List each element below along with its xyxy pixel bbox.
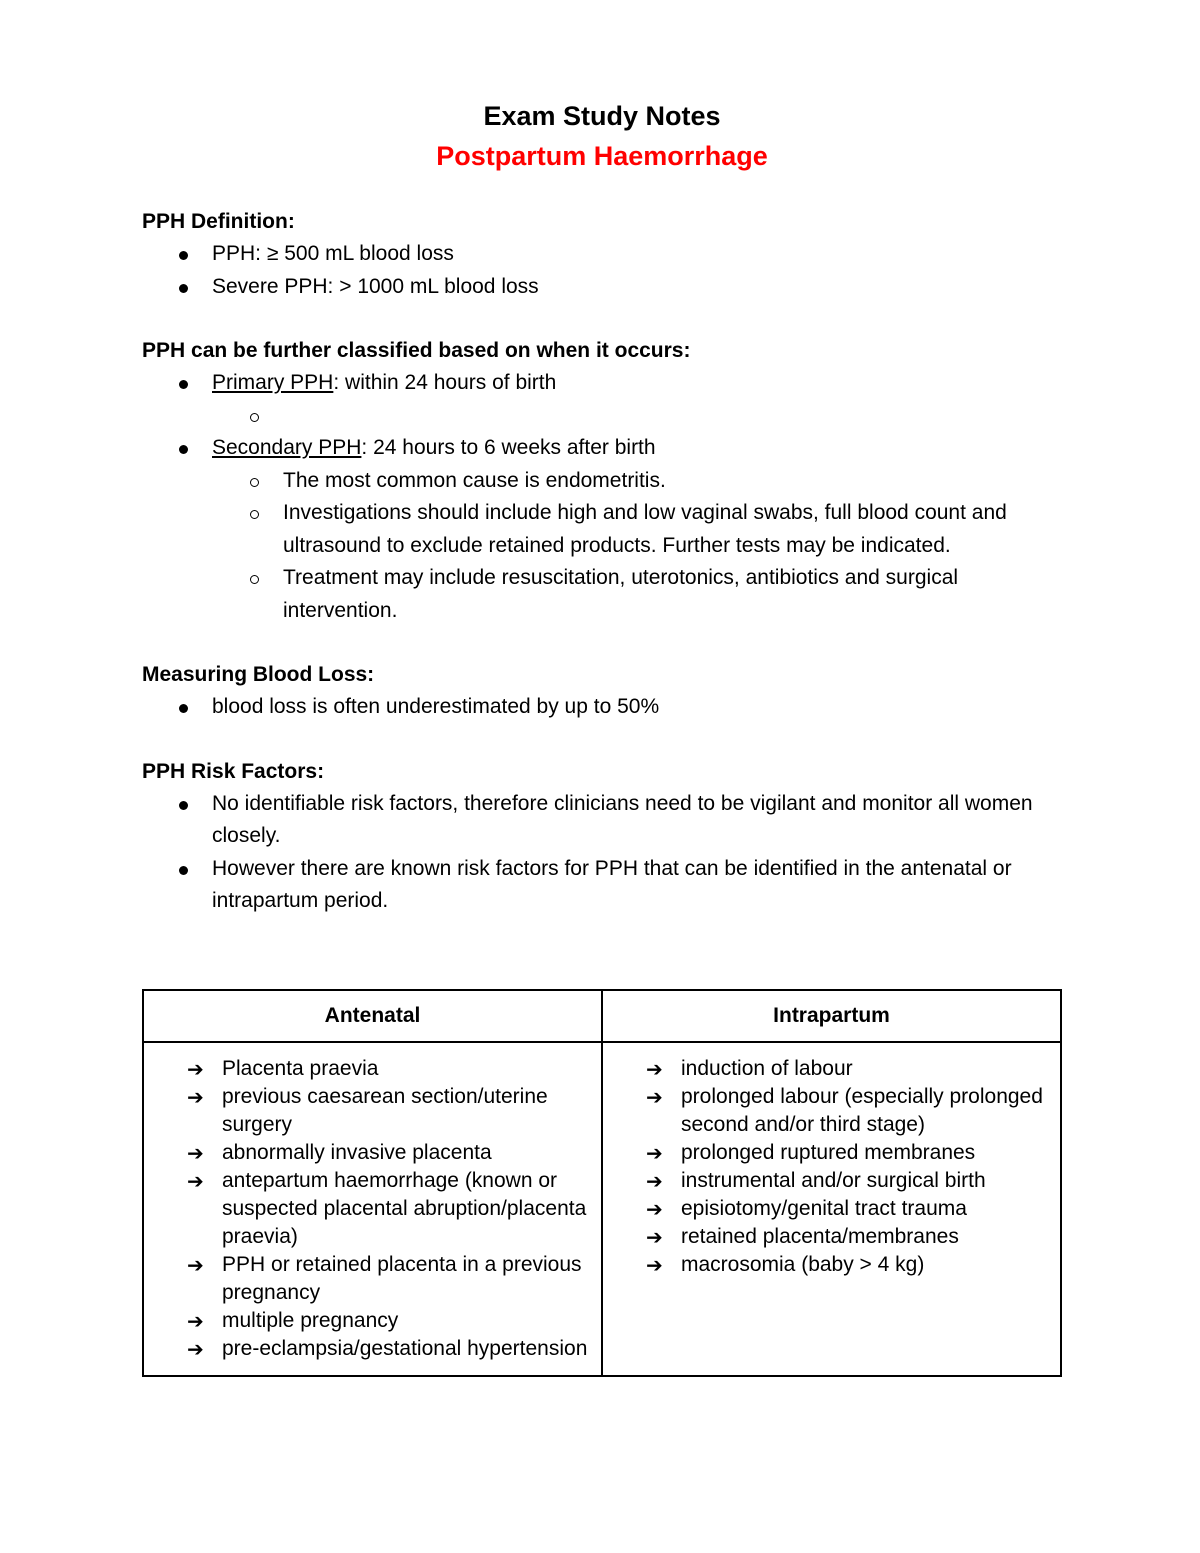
arrow-right-icon: ➔ xyxy=(646,1225,663,1249)
arrow-right-icon: ➔ xyxy=(646,1197,663,1221)
list-item: ➔ induction of labour xyxy=(646,1057,853,1081)
circle-bullet-icon xyxy=(250,575,259,584)
list-item: ➔ previous caesarean section/uterine surgery xyxy=(187,1085,548,1136)
arrow-right-icon: ➔ xyxy=(187,1141,204,1165)
bullet-icon xyxy=(179,704,188,713)
arrow-right-icon: ➔ xyxy=(646,1057,663,1081)
intrapartum-header: Intrapartum xyxy=(602,990,1061,1042)
list-item: Secondary PPH: 24 hours to 6 weeks after birth The most common cause is endometritis. Investigations should include high and low vaginal swabs, full blood count and ultrasound to exclude retained products. Further tests may be indicated. Treatment may include resuscitation, uterotonics, antibiotics and surgical intervention. xyxy=(142,432,1062,627)
bullet-icon xyxy=(179,801,188,810)
list-item: PPH: ≥ 500 mL blood loss xyxy=(142,238,1062,271)
list-item: ➔ prolonged labour (especially prolonged second and/or third stage) xyxy=(646,1085,1043,1136)
list-item: ➔ Placenta praevia xyxy=(187,1057,379,1081)
antenatal-list xyxy=(144,1055,591,1363)
measuring-heading: Measuring Blood Loss: xyxy=(142,663,375,686)
bullet-icon xyxy=(179,284,188,293)
bullet-icon xyxy=(179,866,188,875)
list-item: No identifiable risk factors, therefore clinicians need to be vigilant and monitor all women closely. xyxy=(142,788,1062,853)
arrow-right-icon: ➔ xyxy=(187,1169,204,1193)
arrow-right-icon: ➔ xyxy=(187,1309,204,1333)
risk-heading: PPH Risk Factors: xyxy=(142,759,325,783)
list-item: ➔ episiotomy/genital tract trauma xyxy=(646,1197,967,1221)
arrow-right-icon: ➔ xyxy=(187,1253,204,1277)
list-item: ➔ abnormally invasive placenta xyxy=(187,1141,492,1165)
arrow-right-icon: ➔ xyxy=(187,1337,204,1361)
bullet-icon xyxy=(179,251,188,260)
arrow-right-icon: ➔ xyxy=(187,1057,204,1081)
arrow-right-icon: ➔ xyxy=(187,1085,204,1109)
list-item: ➔ retained placenta/membranes xyxy=(646,1225,959,1249)
arrow-right-icon: ➔ xyxy=(646,1253,663,1277)
intrapartum-cell xyxy=(602,1042,1061,1376)
page-subtitle: Postpartum Haemorrhage xyxy=(436,141,768,171)
list-item: Severe PPH: > 1000 mL blood loss xyxy=(142,271,1062,304)
bullet-icon xyxy=(179,380,188,389)
page-title: Exam Study Notes xyxy=(483,101,721,131)
list-item: Primary PPH: within 24 hours of birth xyxy=(142,367,1062,432)
circle-bullet-icon xyxy=(250,510,259,519)
list-item: ➔ pre-eclampsia/gestational hypertension xyxy=(187,1337,588,1361)
arrow-right-icon: ➔ xyxy=(646,1169,663,1193)
list-item: ➔ multiple pregnancy xyxy=(187,1309,399,1333)
bullet-icon xyxy=(179,445,188,454)
sublist-item: Investigations should include high and low vaginal swabs, full blood count and ultrasound to exclude retained products. Further tests may be indicated. xyxy=(142,497,1062,562)
circle-bullet-icon xyxy=(250,413,259,422)
sublist-item: Treatment may include resuscitation, uterotonics, antibiotics and surgical intervention. xyxy=(142,562,1062,627)
table-header-row xyxy=(143,990,1061,1042)
antenatal-header: Antenatal xyxy=(143,990,602,1042)
arrow-right-icon: ➔ xyxy=(646,1085,663,1109)
list-item: ➔ antepartum haemorrhage (known or suspected placental abruption/placenta praevia) xyxy=(187,1169,587,1248)
list-item: blood loss is often underestimated by up to 50% xyxy=(142,691,1062,724)
secondary-sublist xyxy=(212,465,1062,628)
circle-bullet-icon xyxy=(250,478,259,487)
secondary-pph-term: Secondary PPH xyxy=(212,436,362,459)
arrow-right-icon: ➔ xyxy=(646,1141,663,1165)
list-item: ➔ instrumental and/or surgical birth xyxy=(646,1169,986,1193)
classification-heading: PPH can be further classified based on when it occurs: xyxy=(142,339,691,362)
list-item: However there are known risk factors for PPH that can be identified in the antenatal or intrapartum period. xyxy=(142,853,1062,918)
document-body xyxy=(142,96,1062,918)
measuring-list xyxy=(142,691,1062,724)
definition-heading: PPH Definition: xyxy=(142,210,295,233)
primary-sublist xyxy=(212,400,1062,433)
primary-pph-term: Primary PPH xyxy=(212,371,334,394)
list-item: ➔ macrosomia (baby > 4 kg) xyxy=(646,1253,925,1277)
risk-factors-table xyxy=(142,989,1062,1377)
risk-list xyxy=(142,788,1062,918)
definition-list xyxy=(142,238,1062,303)
list-item: ➔ prolonged ruptured membranes xyxy=(646,1141,976,1165)
table-row xyxy=(143,1042,1061,1376)
intrapartum-list xyxy=(603,1055,1050,1279)
list-item: ➔ PPH or retained placenta in a previous pregnancy xyxy=(187,1253,582,1304)
classification-list xyxy=(142,367,1062,627)
empty-sublist-item xyxy=(142,400,1062,433)
sublist-item: The most common cause is endometritis. xyxy=(142,465,1062,498)
antenatal-cell xyxy=(143,1042,602,1376)
